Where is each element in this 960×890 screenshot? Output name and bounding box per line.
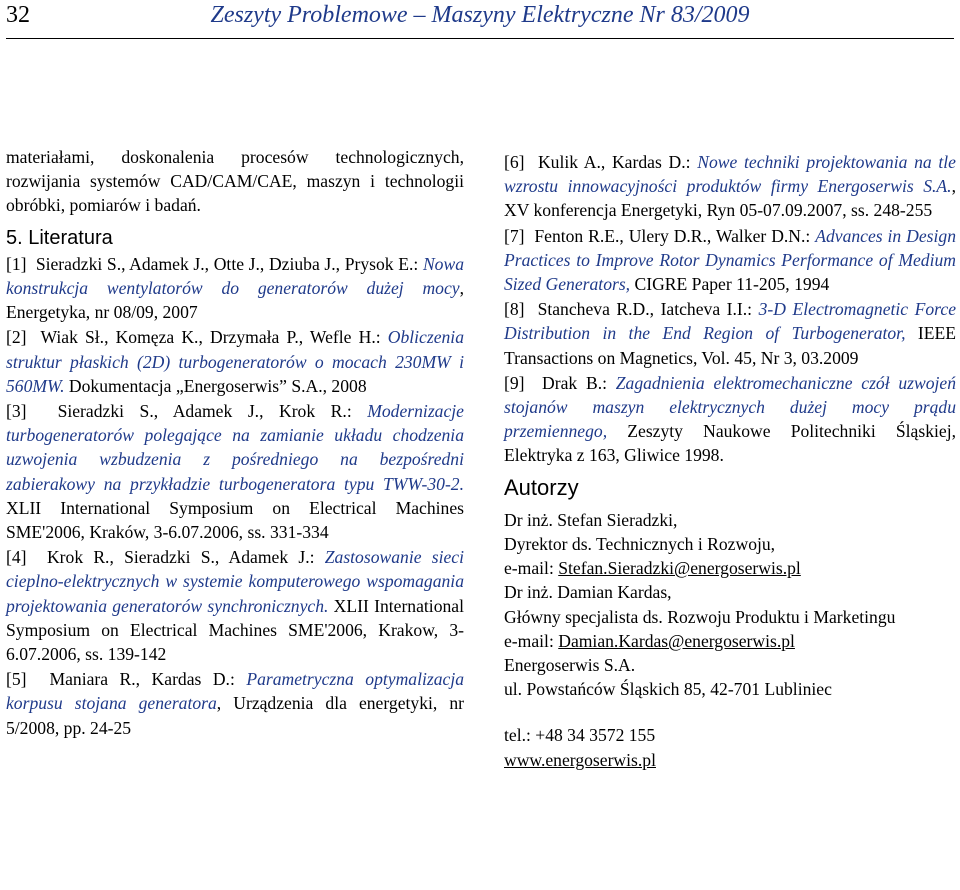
reference-label: [9] bbox=[504, 372, 525, 393]
reference-details: Dokumentacja „Energoserwis” S.A., 2008 bbox=[64, 375, 367, 396]
reference-authors: Maniara R., Kardas D.: bbox=[49, 669, 235, 690]
email-label: e-mail: bbox=[504, 630, 559, 651]
reference-authors: Krok R., Sieradzki S., Adamek J.: bbox=[46, 547, 315, 568]
spacer bbox=[504, 701, 956, 723]
author-1-name: Dr inż. Stefan Sieradzki, bbox=[504, 509, 678, 530]
reference-title: Parametryczna optymalizacja korpusu stojana generatora bbox=[6, 669, 465, 714]
reference-details: Zeszyty Naukowe Politechniki Śląskiej, Elektryka z 163, Gliwice 1998. bbox=[504, 421, 956, 466]
reference-title: Advances in Design Practices to Improve Rotor Dynamics Performance of Medium Sized Generators, bbox=[504, 225, 956, 295]
reference-4 bbox=[6, 545, 464, 666]
author-contacts bbox=[504, 508, 956, 772]
reference-authors: Kulik A., Kardas D.: bbox=[537, 152, 691, 172]
reference-label: [3] bbox=[6, 401, 27, 422]
reference-details: XLII International Symposium on Electrical Machines SME'2006, Krakow, 3-6.07.2006, ss. 139-142 bbox=[6, 595, 464, 665]
reference-authors: Sieradzki S., Adamek J., Krok R.: bbox=[57, 401, 352, 422]
reference-authors: Fenton R.E., Ulery D.R., Walker D.N.: bbox=[534, 225, 811, 246]
company-website-link[interactable]: www.energoserwis.pl bbox=[504, 749, 656, 770]
reference-title: Zastosowanie sieci cieplno-elektrycznych w systemie komputerowego wspomagania projektowania generatorów synchronicznych. bbox=[6, 547, 464, 616]
left-column bbox=[6, 145, 464, 741]
author-1-email-row bbox=[504, 556, 956, 580]
reference-title: Nowa konstrukcja wentylatorów do generatorów dużej mocy bbox=[6, 253, 465, 299]
journal-title: Zeszyty Problemowe – Maszyny Elektryczne Nr 83/2009 bbox=[210, 2, 750, 28]
reference-authors: Wiak Sł., Komęza K., Drzymała P., Wefle H.: bbox=[40, 327, 381, 348]
reference-label: [5] bbox=[6, 669, 27, 690]
email-label: e-mail: bbox=[504, 558, 559, 579]
reference-details: IEEE Transactions on Magnetics, Vol. 45, Nr 3, 03.2009 bbox=[504, 323, 957, 368]
reference-authors: Stancheva R.D., Iatcheva I.I.: bbox=[537, 299, 753, 320]
reference-label: [8] bbox=[504, 299, 525, 320]
reference-label: [6] bbox=[504, 152, 525, 172]
reference-title: Obliczenia struktur płaskich (2D) turbogeneratorów o mocach 230MW i 560MW. bbox=[6, 327, 464, 396]
company-website-row bbox=[504, 748, 956, 772]
company-phone: tel.: +48 34 3572 155 bbox=[504, 725, 656, 746]
reference-authors: Sieradzki S., Adamek J., Otte J., Dziuba J., Prysok E.: bbox=[35, 253, 419, 274]
reference-details: XLII International Symposium on Electrical Machines SME'2006, Kraków, 3-6.07.2006, ss. 331-334 bbox=[6, 497, 464, 543]
reference-details: , XV konferencja Energetyki, Ryn 05-07.09.2007, ss. 248-255 bbox=[504, 176, 956, 221]
section-title: 5. Literatura bbox=[6, 226, 113, 249]
reference-1 bbox=[6, 252, 464, 325]
reference-5 bbox=[6, 667, 464, 740]
reference-details: , Energetyka, nr 08/09, 2007 bbox=[6, 278, 464, 323]
reference-8 bbox=[504, 297, 956, 370]
reference-9 bbox=[504, 371, 956, 468]
author-2-email-row bbox=[504, 629, 956, 653]
reference-title: Nowe techniki projektowania na tle wzrostu innowacyjności produktów firmy Energoserwis S.A. bbox=[504, 152, 956, 197]
page-header bbox=[0, 0, 960, 40]
reference-details: , Urządzenia dla energetyki, nr 5/2008, pp. 24-25 bbox=[6, 693, 464, 738]
reference-authors: Drak B.: bbox=[542, 372, 607, 393]
reference-label: [2] bbox=[6, 327, 27, 348]
reference-2 bbox=[6, 325, 464, 398]
right-column bbox=[504, 150, 956, 772]
author-2-position: Główny specjalista ds. Rozwoju Produktu i Marketingu bbox=[504, 606, 896, 627]
company-name: Energoserwis S.A. bbox=[504, 655, 636, 676]
reference-3 bbox=[6, 399, 464, 544]
reference-title: 3-D Electromagnetic Force Distribution in the End Region of Turbogenerator, bbox=[504, 299, 956, 344]
author-1-position: Dyrektor ds. Technicznych i Rozwoju, bbox=[504, 534, 776, 555]
company-address: ul. Powstańców Śląskich 85, 42-701 Lubliniec bbox=[504, 679, 832, 700]
reference-details: CIGRE Paper 11-205, 1994 bbox=[630, 274, 830, 295]
authors-heading: Autorzy bbox=[504, 474, 579, 500]
author-2-name: Dr inż. Damian Kardas, bbox=[504, 582, 672, 603]
author-2-email-link[interactable]: Damian.Kardas@energoserwis.pl bbox=[558, 630, 795, 651]
reference-7 bbox=[504, 224, 956, 297]
reference-6 bbox=[504, 150, 956, 223]
author-1-email-link[interactable]: Stefan.Sieradzki@energoserwis.pl bbox=[558, 558, 801, 579]
reference-label: [4] bbox=[6, 547, 27, 568]
intro-paragraph: materiałami, doskonalenia procesów technologicznych, rozwijania systemów CAD/CAM/CAE, maszyn i technologii obróbki, pomiarów i badań. bbox=[6, 147, 464, 216]
reference-title: Zagadnienia elektromechaniczne czół uzwojeń stojanów maszyn elektrycznych dużej mocy prądu przemiennego, bbox=[504, 372, 957, 442]
reference-label: [7] bbox=[504, 225, 525, 246]
page-number: 32 bbox=[6, 2, 30, 28]
header-divider bbox=[6, 38, 954, 39]
reference-label: [1] bbox=[6, 253, 27, 274]
reference-title: Modernizacje turbogeneratorów polegające na zamianie układu chodzenia uzwojenia wzbudzenia z pośredniego na bezpośredni zabierakowy na przykładzie turbogeneratora typu TWW-30-2. bbox=[6, 401, 464, 494]
